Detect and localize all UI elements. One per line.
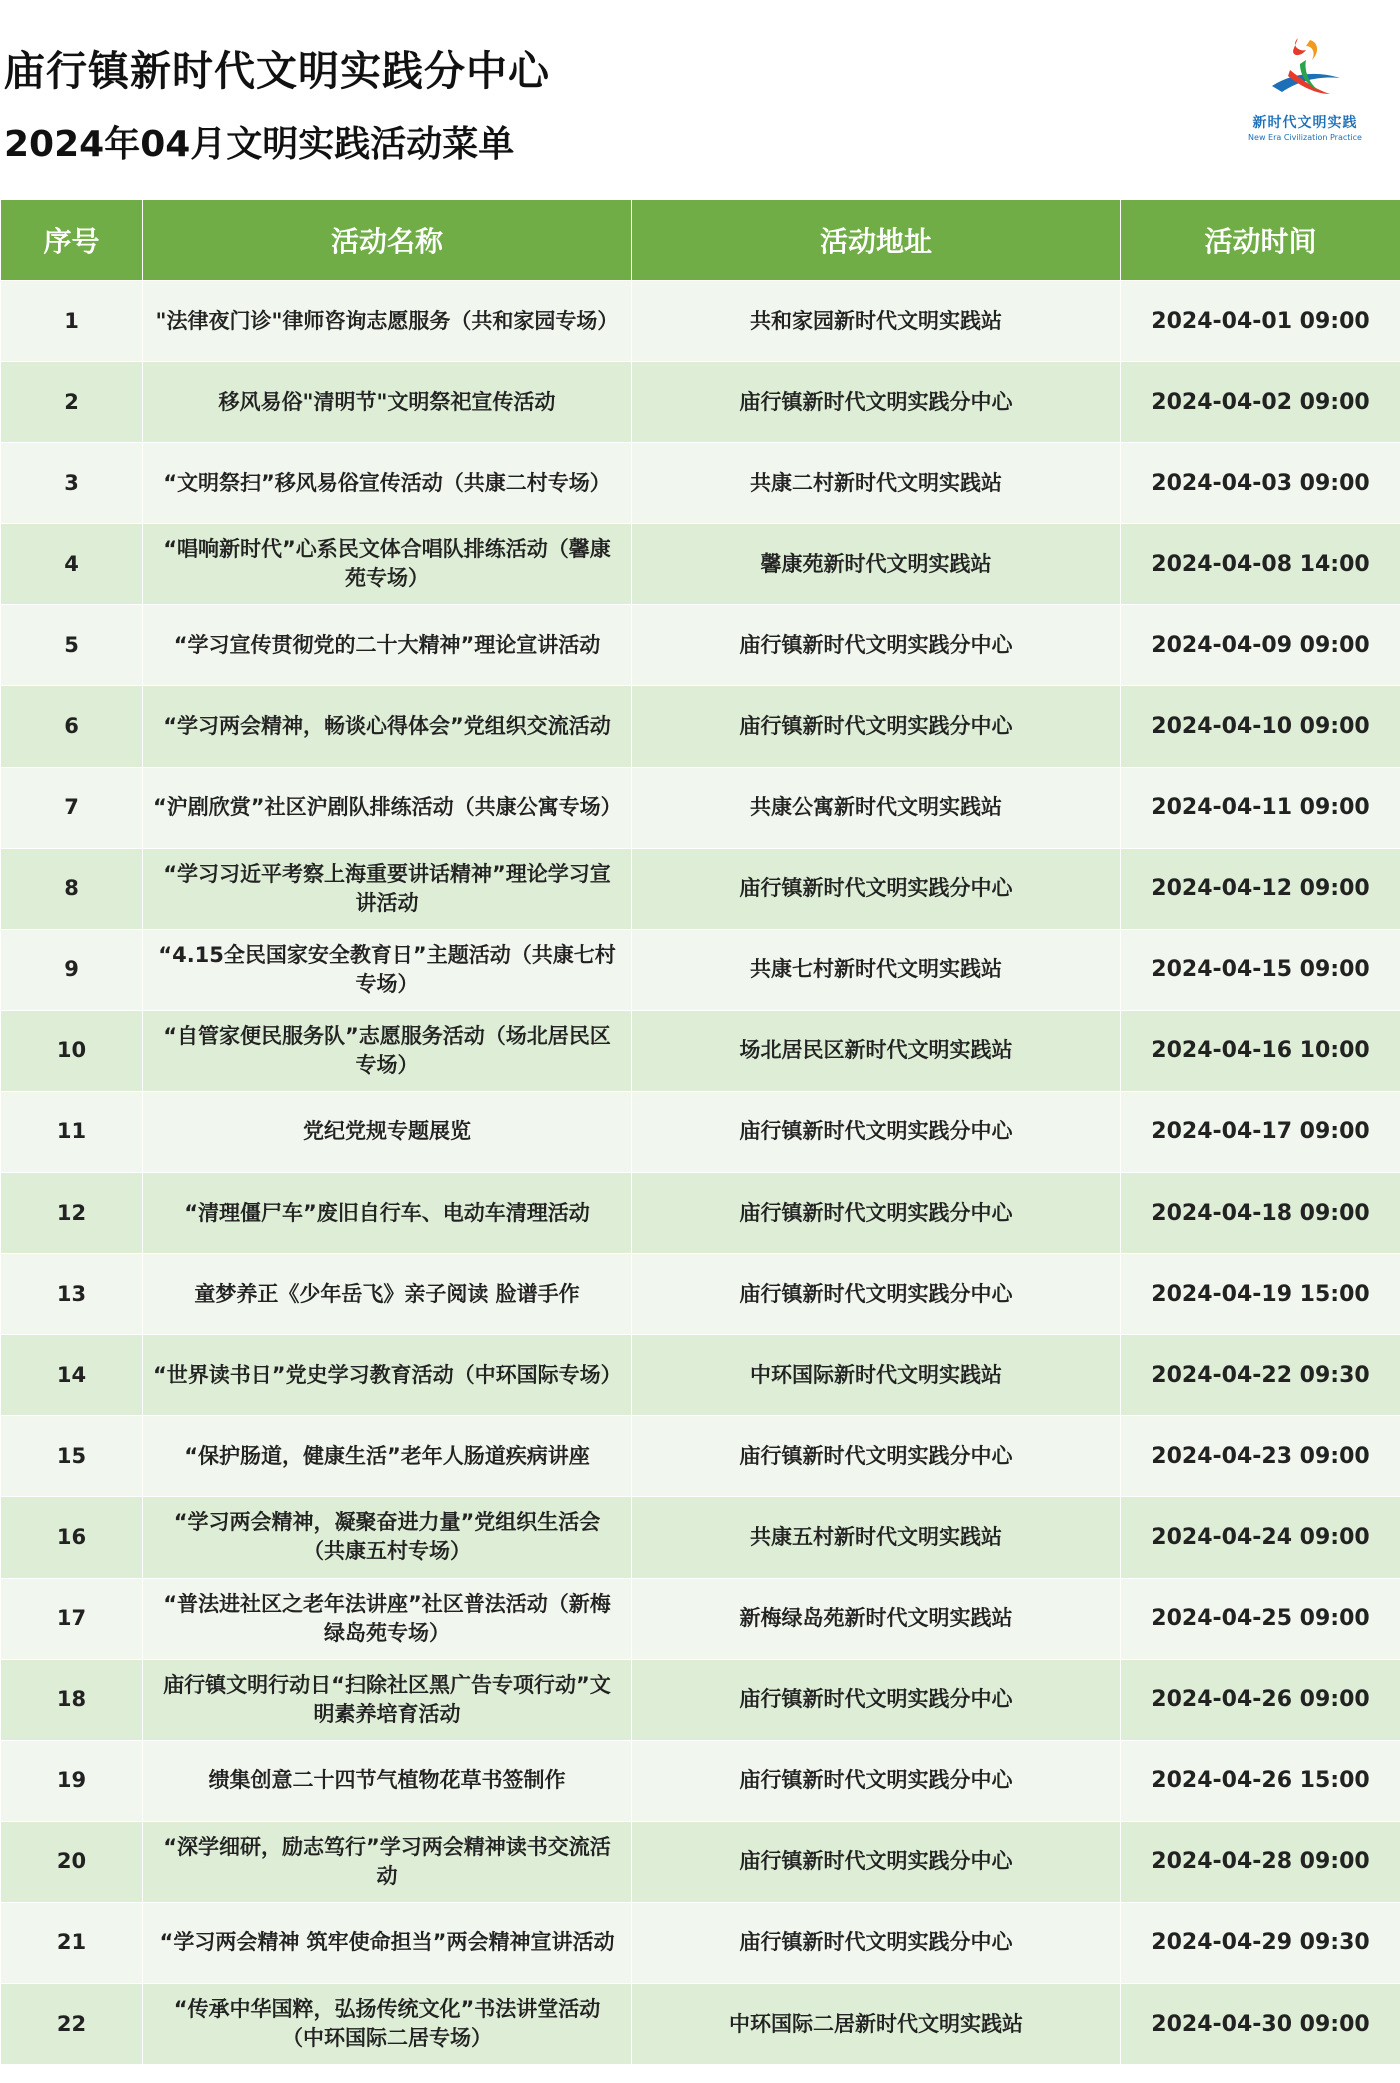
cell-activity-name: “学习两会精神 筑牢使命担当”两会精神宣讲活动 — [143, 1902, 632, 1983]
logo-text-en: New Era Civilization Practice — [1248, 133, 1362, 142]
cell-no: 20 — [1, 1821, 143, 1902]
table-header-row — [1, 200, 1400, 281]
table-row — [1, 929, 1400, 1010]
cell-activity-time: 2024-04-30 09:00 — [1121, 1983, 1400, 2064]
cell-activity-time: 2024-04-17 09:00 — [1121, 1091, 1400, 1172]
cell-activity-address: 庙行镇新时代文明实践分中心 — [632, 1091, 1121, 1172]
cell-activity-time: 2024-04-11 09:00 — [1121, 767, 1400, 848]
cell-activity-name: “传承中华国粹，弘扬传统文化”书法讲堂活动（中环国际二居专场） — [143, 1983, 632, 2064]
table-row — [1, 443, 1400, 524]
cell-activity-name: “唱响新时代”心系民文体合唱队排练活动（馨康苑专场） — [143, 524, 632, 605]
cell-activity-address: 共康五村新时代文明实践站 — [632, 1497, 1121, 1578]
cell-activity-name: “文明祭扫”移风易俗宣传活动（共康二村专场） — [143, 443, 632, 524]
cell-activity-address: 馨康苑新时代文明实践站 — [632, 524, 1121, 605]
cell-activity-time: 2024-04-10 09:00 — [1121, 686, 1400, 767]
cell-activity-time: 2024-04-29 09:30 — [1121, 1902, 1400, 1983]
column-header-name: 活动名称 — [143, 200, 632, 281]
table-row — [1, 767, 1400, 848]
cell-activity-time: 2024-04-16 10:00 — [1121, 1010, 1400, 1091]
table-row — [1, 281, 1400, 362]
cell-activity-name: “清理僵尸车”废旧自行车、电动车清理活动 — [143, 1173, 632, 1254]
table-row — [1, 848, 1400, 929]
cell-no: 4 — [1, 524, 143, 605]
cell-activity-time: 2024-04-28 09:00 — [1121, 1821, 1400, 1902]
cell-activity-name: "法律夜门诊"律师咨询志愿服务（共和家园专场） — [143, 281, 632, 362]
cell-activity-address: 庙行镇新时代文明实践分中心 — [632, 1173, 1121, 1254]
table-row — [1, 362, 1400, 443]
cell-activity-name: “沪剧欣赏”社区沪剧队排练活动（共康公寓专场） — [143, 767, 632, 848]
table-row — [1, 1578, 1400, 1659]
cell-activity-address: 中环国际新时代文明实践站 — [632, 1335, 1121, 1416]
cell-activity-time: 2024-04-26 09:00 — [1121, 1659, 1400, 1740]
table-row — [1, 1902, 1400, 1983]
cell-activity-time: 2024-04-12 09:00 — [1121, 848, 1400, 929]
cell-no: 21 — [1, 1902, 143, 1983]
cell-activity-address: 共康七村新时代文明实践站 — [632, 929, 1121, 1010]
cell-activity-name: “深学细研，励志笃行”学习两会精神读书交流活动 — [143, 1821, 632, 1902]
cell-activity-time: 2024-04-03 09:00 — [1121, 443, 1400, 524]
cell-activity-name: “普法进社区之老年法讲座”社区普法活动（新梅绿岛苑专场） — [143, 1578, 632, 1659]
cell-no: 9 — [1, 929, 143, 1010]
cell-activity-time: 2024-04-02 09:00 — [1121, 362, 1400, 443]
cell-activity-address: 共康二村新时代文明实践站 — [632, 443, 1121, 524]
cell-activity-address: 庙行镇新时代文明实践分中心 — [632, 605, 1121, 686]
cell-activity-address: 庙行镇新时代文明实践分中心 — [632, 1659, 1121, 1740]
cell-activity-address: 庙行镇新时代文明实践分中心 — [632, 1254, 1121, 1335]
table-row — [1, 1740, 1400, 1821]
cell-no: 7 — [1, 767, 143, 848]
page-title: 庙行镇新时代文明实践分中心 — [4, 47, 550, 95]
cell-activity-address: 庙行镇新时代文明实践分中心 — [632, 1902, 1121, 1983]
cell-activity-name: “世界读书日”党史学习教育活动（中环国际专场） — [143, 1335, 632, 1416]
table-row — [1, 524, 1400, 605]
table-body — [1, 281, 1400, 2065]
page-subtitle: 2024年04月文明实践活动菜单 — [4, 124, 515, 165]
cell-activity-time: 2024-04-22 09:30 — [1121, 1335, 1400, 1416]
cell-activity-time: 2024-04-01 09:00 — [1121, 281, 1400, 362]
cell-no: 3 — [1, 443, 143, 524]
cell-activity-time: 2024-04-19 15:00 — [1121, 1254, 1400, 1335]
activity-table — [0, 199, 1400, 2065]
table-row — [1, 1010, 1400, 1091]
cell-no: 15 — [1, 1416, 143, 1497]
cell-activity-address: 庙行镇新时代文明实践分中心 — [632, 1416, 1121, 1497]
cell-activity-address: 共和家园新时代文明实践站 — [632, 281, 1121, 362]
table-row — [1, 686, 1400, 767]
cell-no: 2 — [1, 362, 143, 443]
cell-activity-time: 2024-04-08 14:00 — [1121, 524, 1400, 605]
cell-activity-name: “学习两会精神，畅谈心得体会”党组织交流活动 — [143, 686, 632, 767]
table-row — [1, 605, 1400, 686]
cell-activity-name: “自管家便民服务队”志愿服务活动（场北居民区专场） — [143, 1010, 632, 1091]
cell-activity-name: “学习两会精神，凝聚奋进力量”党组织生活会（共康五村专场） — [143, 1497, 632, 1578]
cell-activity-address: 新梅绿岛苑新时代文明实践站 — [632, 1578, 1121, 1659]
table-row — [1, 1497, 1400, 1578]
cell-activity-name: “学习习近平考察上海重要讲话精神”理论学习宣讲活动 — [143, 848, 632, 929]
cell-no: 14 — [1, 1335, 143, 1416]
cell-activity-address: 中环国际二居新时代文明实践站 — [632, 1983, 1121, 2064]
logo-text-cn: 新时代文明实践 — [1252, 115, 1358, 131]
column-header-no: 序号 — [1, 200, 143, 281]
cell-no: 12 — [1, 1173, 143, 1254]
cell-activity-time: 2024-04-15 09:00 — [1121, 929, 1400, 1010]
cell-no: 18 — [1, 1659, 143, 1740]
cell-activity-time: 2024-04-09 09:00 — [1121, 605, 1400, 686]
cell-activity-name: “保护肠道，健康生活”老年人肠道疾病讲座 — [143, 1416, 632, 1497]
table-row — [1, 1173, 1400, 1254]
cell-activity-time: 2024-04-25 09:00 — [1121, 1578, 1400, 1659]
cell-no: 6 — [1, 686, 143, 767]
cell-no: 13 — [1, 1254, 143, 1335]
cell-activity-time: 2024-04-26 15:00 — [1121, 1740, 1400, 1821]
cell-activity-address: 庙行镇新时代文明实践分中心 — [632, 362, 1121, 443]
table-row — [1, 1091, 1400, 1172]
cell-no: 22 — [1, 1983, 143, 2064]
cell-activity-name: 缋集创意二十四节气植物花草书签制作 — [143, 1740, 632, 1821]
cell-activity-time: 2024-04-23 09:00 — [1121, 1416, 1400, 1497]
cell-no: 5 — [1, 605, 143, 686]
cell-activity-address: 共康公寓新时代文明实践站 — [632, 767, 1121, 848]
table-row — [1, 1416, 1400, 1497]
table-row — [1, 1983, 1400, 2064]
table-row — [1, 1821, 1400, 1902]
cell-activity-name: 移风易俗"清明节"文明祭祀宣传活动 — [143, 362, 632, 443]
table-row — [1, 1659, 1400, 1740]
cell-activity-time: 2024-04-24 09:00 — [1121, 1497, 1400, 1578]
table-row — [1, 1254, 1400, 1335]
table-row — [1, 1335, 1400, 1416]
cell-activity-name: 童梦养正《少年岳飞》亲子阅读 脸谱手作 — [143, 1254, 632, 1335]
cell-activity-address: 场北居民区新时代文明实践站 — [632, 1010, 1121, 1091]
column-header-address: 活动地址 — [632, 200, 1121, 281]
logo — [1230, 30, 1380, 155]
cell-activity-address: 庙行镇新时代文明实践分中心 — [632, 848, 1121, 929]
cell-no: 1 — [1, 281, 143, 362]
cell-no: 11 — [1, 1091, 143, 1172]
column-header-time: 活动时间 — [1121, 200, 1400, 281]
cell-activity-time: 2024-04-18 09:00 — [1121, 1173, 1400, 1254]
cell-no: 8 — [1, 848, 143, 929]
cell-no: 17 — [1, 1578, 143, 1659]
cell-activity-name: “4.15全民国家安全教育日”主题活动（共康七村专场） — [143, 929, 632, 1010]
cell-activity-address: 庙行镇新时代文明实践分中心 — [632, 1740, 1121, 1821]
page-header — [0, 0, 1400, 199]
logo-mark-icon — [1260, 30, 1350, 110]
cell-activity-name: 党纪党规专题展览 — [143, 1091, 632, 1172]
cell-activity-address: 庙行镇新时代文明实践分中心 — [632, 1821, 1121, 1902]
cell-activity-address: 庙行镇新时代文明实践分中心 — [632, 686, 1121, 767]
cell-no: 16 — [1, 1497, 143, 1578]
cell-activity-name: “学习宣传贯彻党的二十大精神”理论宣讲活动 — [143, 605, 632, 686]
cell-no: 10 — [1, 1010, 143, 1091]
cell-no: 19 — [1, 1740, 143, 1821]
cell-activity-name: 庙行镇文明行动日“扫除社区黑广告专项行动”文明素养培育活动 — [143, 1659, 632, 1740]
